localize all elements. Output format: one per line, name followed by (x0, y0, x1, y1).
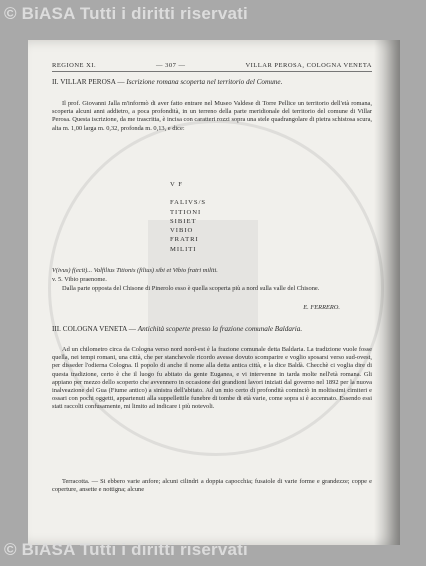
inscription-epigraph (170, 180, 240, 254)
epigraph-line: SIBIET (170, 217, 197, 225)
epigraph-line: V F (170, 181, 183, 188)
section-3-heading (52, 325, 372, 333)
section-2-title: Iscrizione romana scoperta nel territorio del Comune. (126, 78, 283, 86)
section-2-note: Dalla parte opposta del Chisone di Pinerolo esso è quella scoperta più a nord sulla valle del Chisone. (62, 285, 320, 292)
watermark-bottom: © BiASA Tutti i diritti riservati (4, 540, 248, 559)
section-2-number: II. VILLAR PEROSA — (52, 78, 125, 86)
watermark-top: © BiASA Tutti i diritti riservati (4, 4, 248, 23)
section-2-body: Il prof. Giovanni Jalla m'informò di aver fatto entrare nel Museo Valdese di Torre Pellice un territorio dell'età romana, scoperta alcuni anni addietro, a poca profondità, in un terreno della parte meridionale del territorio del comune di Villar Perosa. Questa iscrizione, da me trascritta, è incisa con caratteri rozzi sopra una stele quadrangolare di pietra schistosa scura, alta m. 1,00 larga m. 0,32, profonda m. 0,13, e dice: (52, 100, 372, 132)
section-3-title: Antichità scoperte presso la frazione comunale Baldaria. (137, 325, 303, 333)
epigraph-line: MILITI (170, 245, 197, 253)
binding-shadow (374, 40, 400, 545)
header-rule (52, 71, 372, 72)
section-3-body: Ad un chilometro circa da Cologna verso nord nord-est è la frazione comunale detta Baldaria. La tradizione vuole fosse quella, nei tempi romani, una città, che per stanchevole ricordo avesse dovuto scomparire e voglio sposarsi verso sud-ovest, per disseder l'odierna Cologna. Il popolo di anche il nome alla detta antica città, e la dice Baldà. Checchè ci voglia dire di questa tradizione, certo è che il luogo fu abitato da gente Euganea, e vi intervenne in tarda molte nell'età romana. Gli appiano per mezzo dello scoperto che avvennero in occasione dei grandioni lavori iniziati dal governo nel 1892 per la nuova inalveazione del Gua (Fiume antico) a sinistra dell'abitato. Ad un mio certo di profondità cominciò in moltissimi cimiteri e ossari con pochi oggetti, appartenuti alla suppellettile funebre di tombe di età varie, come sopra si è accennato. Essendo essi stati raccolti confusamente, mi limito ad indicare i più notevoli. (52, 346, 372, 411)
document-page (28, 40, 400, 545)
epigraph-line: VIBIO (170, 227, 194, 235)
running-head-right: VILLAR PEROSA, COLOGNA VENETA (245, 62, 372, 69)
epigraph-line (170, 189, 240, 198)
running-head (52, 62, 372, 69)
inscription-translation: V(ivus) f(ecit)... Valfilius Titionis (filius) sibi et Vibio fratri militi. (52, 267, 218, 274)
author-signature: E. FERRERO. (303, 304, 340, 311)
epigraph-line: TITIONI (170, 208, 202, 216)
epigraph-line: FALIVS/S (170, 199, 207, 207)
section-2-heading (52, 78, 372, 86)
section-3-number: III. COLOGNA VENETA — (52, 325, 136, 333)
page-number: — 307 — (156, 62, 186, 69)
inscription-note-v5: v. 5. Vibio praenome. (52, 276, 107, 283)
epigraph-line: FRATRI (170, 236, 199, 244)
running-head-left: REGIONE XI. (52, 62, 97, 69)
section-3-terracotta: Terracotta. — Si ebbero varie anfore; alcuni cilindri a doppia capocchia; fusaiole di varie forme e grandezze; coppe e coperture, ansette e nottigna; alcune (52, 478, 372, 494)
